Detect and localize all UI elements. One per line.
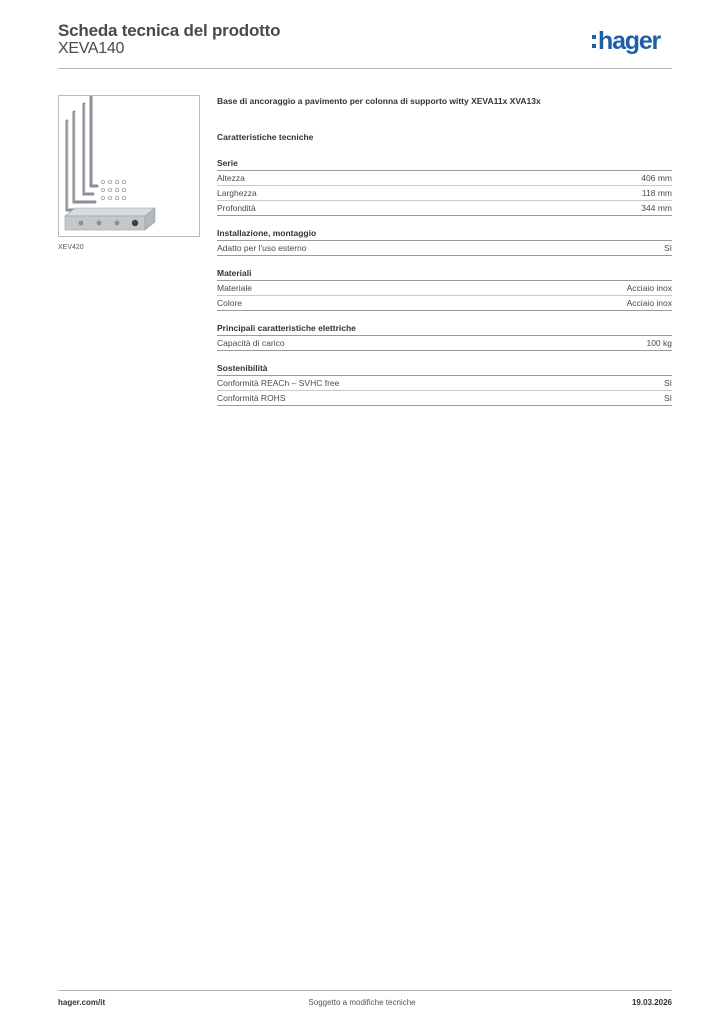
footer-divider: [58, 990, 672, 991]
spec-row: [217, 391, 672, 406]
spec-label: Colore: [217, 298, 243, 308]
spec-label: Altezza: [217, 173, 245, 183]
product-code: XEVA140: [58, 40, 125, 57]
product-image-caption: XEV420: [58, 244, 84, 251]
spec-label: Adatto per l'uso esterno: [217, 243, 307, 253]
specs-heading: Caratteristiche tecniche: [217, 132, 314, 142]
spec-label: Profondità: [217, 203, 256, 213]
spec-value: Sì: [663, 393, 672, 403]
spec-row: [217, 241, 672, 256]
spec-value: Sì: [663, 378, 672, 388]
spec-label: Larghezza: [217, 188, 257, 198]
spec-value: 118 mm: [641, 188, 672, 198]
page-title: Scheda tecnica del prodotto: [58, 21, 281, 40]
spec-row: [217, 296, 672, 311]
hager-logo[interactable]: [592, 28, 660, 54]
footer-website-link[interactable]: hager.com/it: [58, 998, 106, 1007]
spec-row: [217, 336, 672, 351]
logo-colon-icon: [592, 35, 596, 48]
spec-row: [217, 171, 672, 186]
spec-label: Capacità di carico: [217, 338, 285, 348]
spec-group-title: Materiali: [217, 267, 672, 281]
product-description: Base di ancoraggio a pavimento per colonna di supporto witty XEVA11x XVA13x: [217, 96, 541, 106]
spec-row: [217, 376, 672, 391]
spec-label: Conformità ROHS: [217, 393, 286, 403]
spec-value: 344 mm: [641, 203, 672, 213]
spec-value: Acciaio inox: [626, 283, 672, 293]
spec-value: 406 mm: [641, 173, 672, 183]
spec-row: [217, 201, 672, 216]
spec-group-title: Principali caratteristiche elettriche: [217, 322, 672, 336]
spec-group-installazione: [217, 227, 672, 256]
spec-group-materiali: [217, 267, 672, 311]
spec-label: Conformità REACh – SVHC free: [217, 378, 340, 388]
spec-row: [217, 281, 672, 296]
spec-group-elettriche: [217, 322, 672, 351]
spec-group-title: Installazione, montaggio: [217, 227, 672, 241]
spec-content: [217, 95, 672, 417]
spec-group-title: Sostenibilità: [217, 362, 672, 376]
product-image: [58, 95, 200, 237]
spec-group-serie: [217, 157, 672, 216]
spec-row: [217, 186, 672, 201]
spec-group-title: Serie: [217, 157, 672, 171]
spec-value: 100 kg: [646, 338, 672, 348]
footer-date: 19.03.2026: [631, 998, 672, 1007]
spec-group-sostenibilita: [217, 362, 672, 406]
logo-text: hager: [598, 27, 661, 55]
spec-value: Sì: [663, 243, 672, 253]
footer-notice: Soggetto a modifiche tecniche: [308, 998, 416, 1007]
floor-base-illustration-icon: [59, 96, 199, 236]
header-divider: [58, 68, 672, 69]
spec-value: Acciaio inox: [626, 298, 672, 308]
spec-label: Materiale: [217, 283, 252, 293]
